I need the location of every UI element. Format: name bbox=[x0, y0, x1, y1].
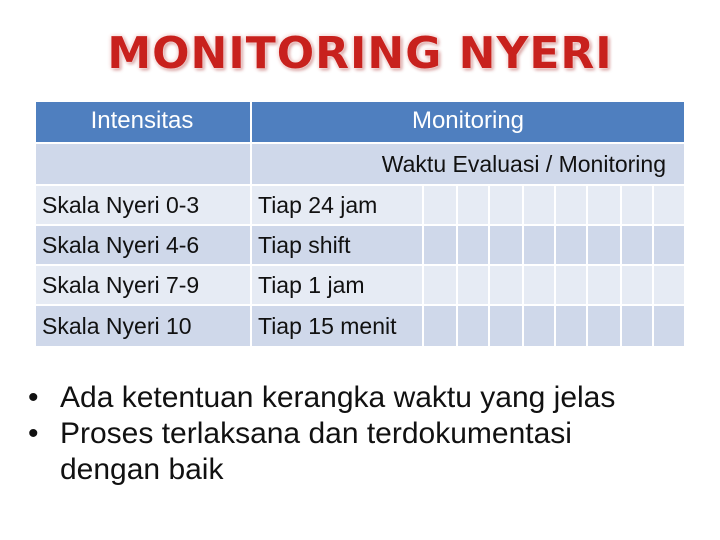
row-monitoring: Tiap 1 jam bbox=[250, 266, 684, 304]
row-monitoring: Tiap 24 jam bbox=[250, 186, 684, 224]
bullet-text: Ada ketentuan kerangka waktu yang jelas bbox=[60, 381, 616, 414]
bullet-dot-icon: • bbox=[28, 381, 39, 414]
subheader-waktu-evaluasi: Waktu Evaluasi / Monitoring bbox=[250, 144, 684, 184]
row-intensitas: Skala Nyeri 7-9 bbox=[42, 272, 200, 298]
row-divider bbox=[36, 224, 684, 226]
grid-line bbox=[488, 186, 490, 346]
subheader-empty bbox=[36, 144, 248, 184]
grid-line bbox=[554, 186, 556, 346]
slide-title: MONITORING NYERI bbox=[107, 28, 613, 79]
row-monitoring: Tiap shift bbox=[250, 226, 684, 264]
grid-line bbox=[620, 186, 622, 346]
row-intensitas: Skala Nyeri 4-6 bbox=[42, 232, 200, 258]
row-divider bbox=[36, 264, 684, 266]
row-divider bbox=[36, 304, 684, 306]
grid-line bbox=[456, 186, 458, 346]
table-header-row bbox=[36, 102, 684, 144]
grid-line bbox=[422, 186, 424, 346]
grid-line bbox=[586, 186, 588, 346]
row-intensitas: Skala Nyeri 0-3 bbox=[42, 192, 200, 218]
row-intensitas: Skala Nyeri 10 bbox=[42, 313, 192, 339]
table-subheader-row bbox=[36, 144, 684, 184]
header-monitoring: Monitoring bbox=[250, 102, 684, 142]
bullet-list bbox=[28, 380, 708, 488]
bullet-text: Proses terlaksana dan terdokumentasi dengan baik bbox=[60, 417, 572, 486]
grid-line bbox=[522, 186, 524, 346]
header-intensitas: Intensitas bbox=[90, 107, 194, 134]
bullet-dot-icon: • bbox=[28, 417, 39, 450]
bullet-item bbox=[28, 380, 708, 416]
row-divider bbox=[36, 184, 684, 186]
monitoring-table bbox=[36, 102, 684, 346]
row-monitoring: Tiap 15 menit bbox=[250, 306, 684, 346]
grid-line bbox=[652, 186, 654, 346]
bullet-item bbox=[28, 416, 670, 488]
